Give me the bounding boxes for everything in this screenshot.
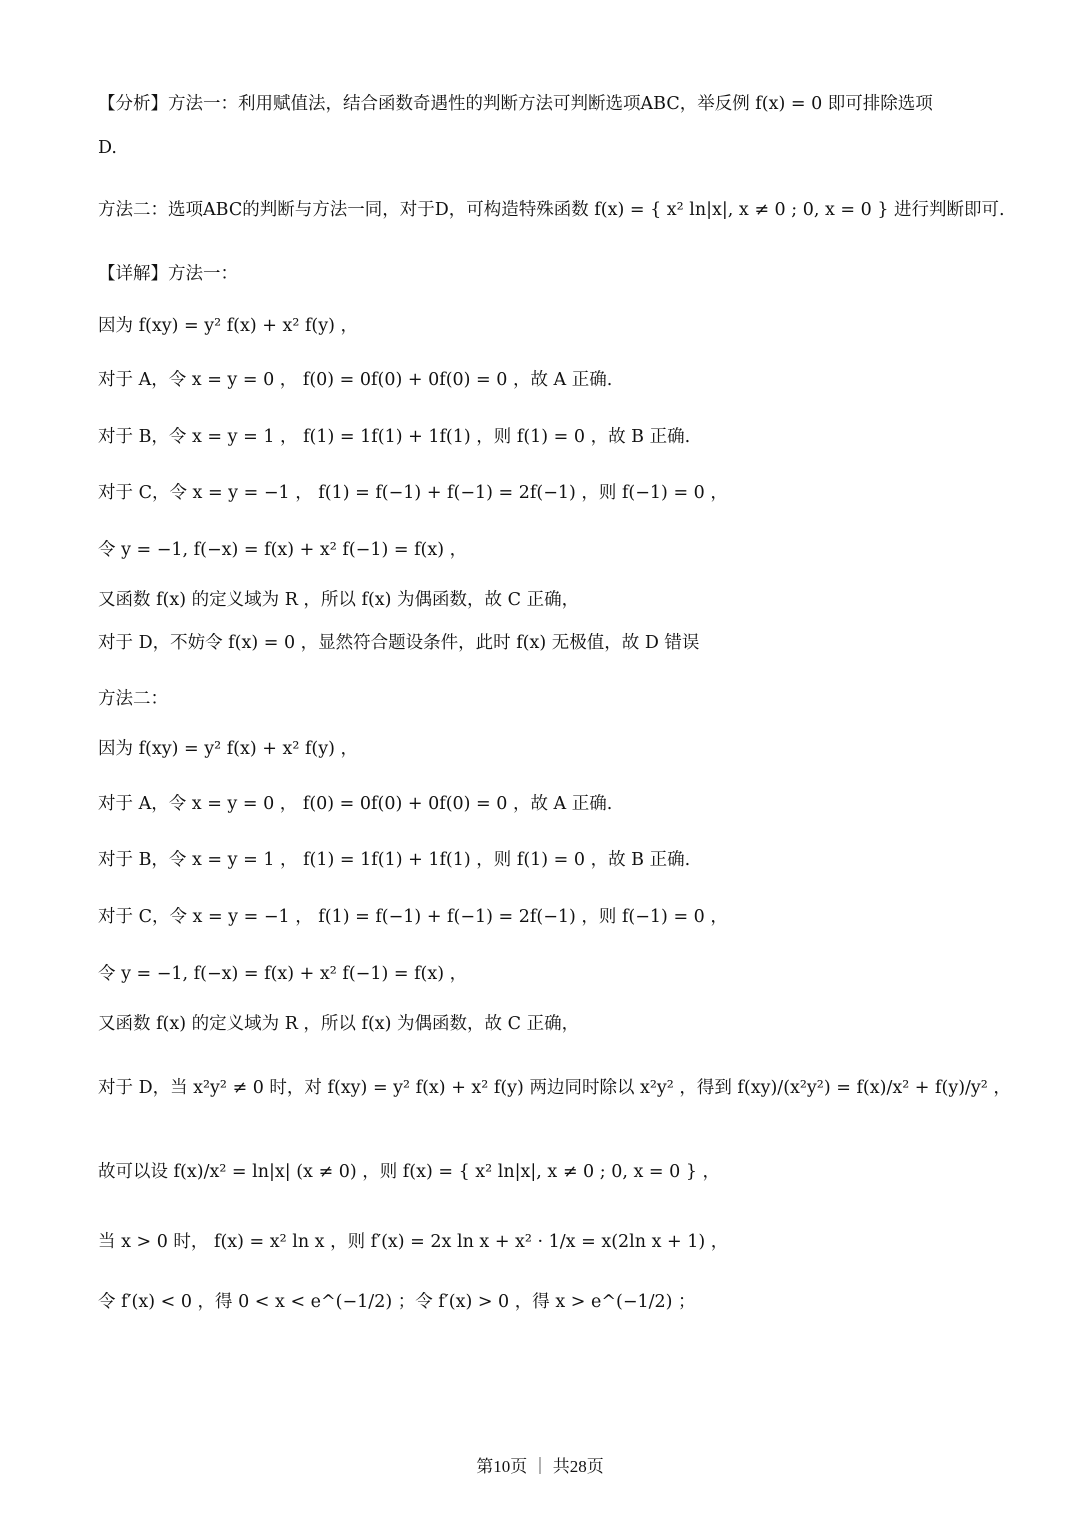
method-two-heading: 方法二： xyxy=(98,689,168,709)
m2-option-a: 对于 A，令 x = y = 0 ， f(0) = 0f(0) + 0f(0) = 0 ，故 A 正确. xyxy=(98,794,613,814)
page-footer: 第10页 ｜ 共28页 xyxy=(476,1457,604,1476)
analysis-line-2: D. xyxy=(98,138,117,158)
analysis-line-1: 【分析】方法一：利用赋值法，结合函数奇遇性的判断方法可判断选项ABC，举反例 f(x) = 0 即可排除选项 xyxy=(98,94,933,114)
m2-even-function: 又函数 f(x) 的定义域为 R ，所以 f(x) 为偶函数，故 C 正确， xyxy=(98,1014,580,1034)
m2-let-y: 令 y = −1, f(−x) = f(x) + x² f(−1) = f(x) ， xyxy=(98,964,468,984)
m1-option-a: 对于 A，令 x = y = 0 ， f(0) = 0f(0) + 0f(0) = 0 ，故 A 正确. xyxy=(98,370,613,390)
m2-option-b: 对于 B，令 x = y = 1 ， f(1) = 1f(1) + 1f(1) ，则 f(1) = 0 ，故 B 正确. xyxy=(98,850,691,870)
m1-option-c: 对于 C，令 x = y = −1 ， f(1) = f(−1) + f(−1) = 2f(−1) ，则 f(−1) = 0 ， xyxy=(98,483,728,503)
m2-premise: 因为 f(xy) = y² f(x) + x² f(y) ， xyxy=(98,739,359,759)
m1-premise: 因为 f(xy) = y² f(x) + x² f(y) ， xyxy=(98,316,359,336)
detail-heading: 【详解】方法一： xyxy=(98,264,238,284)
m2-monotonicity: 令 f′(x) < 0 ，得 0 < x < e^(−1/2) ；令 f′(x) > 0 ，得 x > e^(−1/2) ； xyxy=(98,1292,696,1312)
m2-assume-ln: 故可以设 f(x)/x² = ln|x| (x ≠ 0) ，则 f(x) = { x² ln|x|, x ≠ 0 ; 0, x = 0 } ， xyxy=(98,1162,721,1182)
m1-even-function: 又函数 f(x) 的定义域为 R ，所以 f(x) 为偶函数，故 C 正确， xyxy=(98,590,580,610)
m1-let-y: 令 y = −1, f(−x) = f(x) + x² f(−1) = f(x) ， xyxy=(98,540,468,560)
m1-option-d: 对于 D，不妨令 f(x) = 0 ，显然符合题设条件，此时 f(x) 无极值，故 D 错误 xyxy=(98,633,700,653)
m1-option-b: 对于 B，令 x = y = 1 ， f(1) = 1f(1) + 1f(1) ，则 f(1) = 0 ，故 B 正确. xyxy=(98,427,691,447)
m2-option-d: 对于 D，当 x²y² ≠ 0 时，对 f(xy) = y² f(x) + x² f(y) 两边同时除以 x²y² ，得到 f(xy)/(x²y²) = f(x)/x² + f(y)/y² ， xyxy=(98,1078,1011,1098)
m2-option-c: 对于 C，令 x = y = −1 ， f(1) = f(−1) + f(−1) = 2f(−1) ，则 f(−1) = 0 ， xyxy=(98,907,728,927)
method-two-summary: 方法二：选项ABC的判断与方法一同，对于D，可构造特殊函数 f(x) = { x² ln|x|, x ≠ 0 ; 0, x = 0 } 进行判断即可. xyxy=(98,200,1005,220)
m2-derivative: 当 x > 0 时， f(x) = x² ln x ，则 f′(x) = 2x ln x + x² · 1/x = x(2ln x + 1) ， xyxy=(98,1232,729,1252)
